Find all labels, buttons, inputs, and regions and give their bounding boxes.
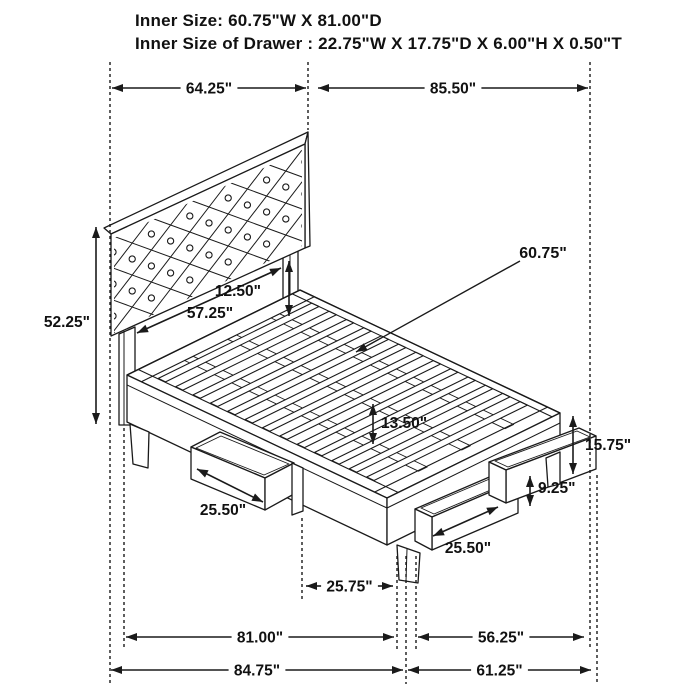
dim-label-drawer_to_leg: 25.75": [326, 578, 373, 596]
drawer-size-label: Inner Size of Drawer : 22.75"W X 17.75"D X 6.00"H X 0.50"T: [135, 34, 622, 53]
dim-label-inner_width_callout: 60.75": [519, 245, 567, 262]
dim-label-headboard_width: 64.25": [185, 80, 233, 98]
dim-label-side_rail_height: 15.75": [585, 437, 632, 454]
dim-label-drawer_front_height: 9.25": [538, 480, 576, 497]
inner-size-label: Inner Size: 60.75"W X 81.00"D: [135, 11, 382, 30]
dim-label-side_drawer_width: 25.50": [199, 502, 247, 519]
dim-label-inner_length: 81.00": [236, 629, 284, 647]
dim-label-foot_width_inner: 56.25": [477, 629, 525, 647]
dim-label-headboard_height: 52.25": [43, 314, 90, 331]
dim-label-slat_clearance: 13.50": [381, 415, 428, 432]
dim-label-base_length: 85.50": [429, 80, 477, 98]
dim-label-headboard_panel_width: 57.25": [186, 305, 234, 322]
dim-label-overall_length: 84.75": [233, 662, 281, 680]
dim-label-headboard_above_rail: 12.50": [214, 283, 261, 300]
dim-label-overall_width: 61.25": [476, 662, 523, 680]
dim-label-foot_drawer_width: 25.50": [444, 540, 492, 557]
